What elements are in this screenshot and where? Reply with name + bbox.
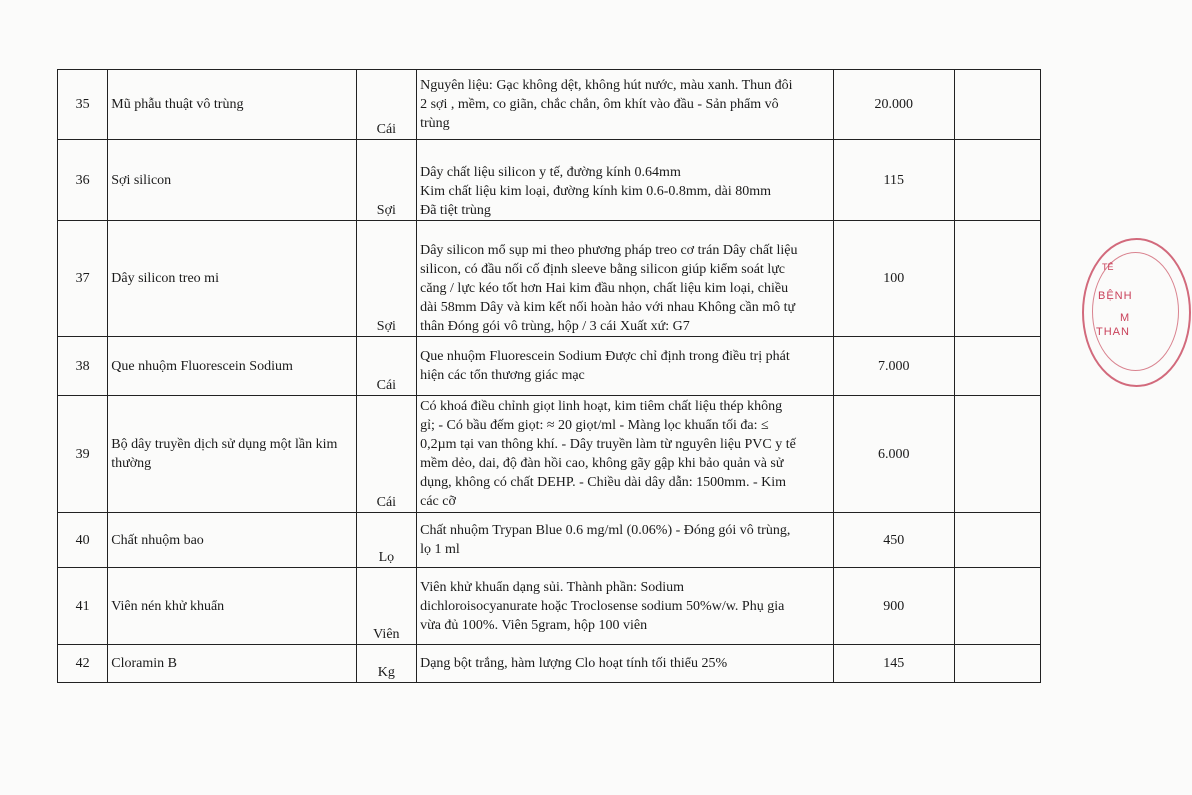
- item-name: Chất nhuộm bao: [108, 513, 356, 568]
- item-name: Dây silicon treo mi: [108, 221, 356, 337]
- table-row: [58, 645, 1041, 683]
- spec-line: Dạng bột trắng, hàm lượng Clo hoạt tính tối thiểu 25%: [420, 656, 728, 671]
- item-number: 39: [58, 396, 108, 513]
- item-unit: Kg: [356, 645, 417, 683]
- spec-line: các cỡ: [420, 494, 456, 509]
- item-quantity: 900: [833, 568, 954, 645]
- item-number: 35: [58, 70, 108, 140]
- table-row: [58, 140, 1041, 221]
- procurement-table: [57, 69, 1041, 683]
- spec-line: gỉ; - Có bầu đếm giọt: ≈ 20 giọt/ml - Màng lọc khuẩn tối đa: ≤: [420, 418, 769, 433]
- stamp-text: THAN: [1096, 326, 1130, 338]
- item-spec: [417, 221, 834, 337]
- spec-line: trùng: [420, 116, 450, 131]
- table-row: [58, 396, 1041, 513]
- spec-line: 2 sợi , mềm, co giãn, chắc chắn, ôm khít vào đầu - Sản phẩm vô: [420, 97, 779, 112]
- item-spec: [417, 396, 834, 513]
- table-row: [58, 337, 1041, 396]
- item-number: 40: [58, 513, 108, 568]
- item-unit: Sợi: [356, 221, 417, 337]
- item-unit: Lọ: [356, 513, 417, 568]
- item-name: Mũ phẫu thuật vô trùng: [108, 70, 356, 140]
- empty-cell: [954, 70, 1040, 140]
- item-number: 37: [58, 221, 108, 337]
- item-number: 42: [58, 645, 108, 683]
- empty-cell: [954, 396, 1040, 513]
- spec-line: Chất nhuộm Trypan Blue 0.6 mg/ml (0.06%) - Đóng gói vô trùng,: [420, 523, 791, 538]
- spec-line: Kim chất liệu kim loại, đường kính kim 0.6-0.8mm, dài 80mm: [420, 184, 772, 199]
- spec-line: lọ 1 ml: [420, 542, 460, 557]
- spec-line: thân Đóng gói vô trùng, hộp / 3 cái Xuất xứ: G7: [420, 319, 690, 334]
- item-quantity: 115: [833, 140, 954, 221]
- item-quantity: 145: [833, 645, 954, 683]
- item-name: Viên nén khử khuẩn: [108, 568, 356, 645]
- item-name: Bộ dây truyền dịch sử dụng một lần kim thường: [108, 396, 356, 513]
- item-spec: [417, 513, 834, 568]
- item-quantity: 100: [833, 221, 954, 337]
- item-unit: Cái: [356, 337, 417, 396]
- item-name: Cloramin B: [108, 645, 356, 683]
- empty-cell: [954, 513, 1040, 568]
- stamp-text: TẾ: [1102, 262, 1114, 272]
- item-quantity: 450: [833, 513, 954, 568]
- spec-line: dichloroisocyanurate hoặc Troclosense sodium 50%w/w. Phụ gia: [420, 598, 785, 614]
- item-quantity: 7.000: [833, 337, 954, 396]
- item-name: Que nhuộm Fluorescein Sodium: [108, 337, 356, 396]
- item-unit: Cái: [356, 70, 417, 140]
- empty-cell: [954, 140, 1040, 221]
- item-number: 41: [58, 568, 108, 645]
- spec-line: Viên khử khuẩn dạng sủi. Thành phần: Sodium: [420, 579, 685, 595]
- spec-line: Có khoá điều chỉnh giọt linh hoạt, kim tiêm chất liệu thép không: [420, 399, 783, 414]
- item-number: 38: [58, 337, 108, 396]
- item-number: 36: [58, 140, 108, 221]
- red-seal-stamp: [1082, 238, 1192, 388]
- empty-cell: [954, 568, 1040, 645]
- empty-cell: [954, 645, 1040, 683]
- spec-line: Dây chất liệu silicon y tế, đường kính 0.64mm: [420, 165, 681, 180]
- table-row: [58, 513, 1041, 568]
- item-spec: [417, 140, 834, 221]
- spec-line: Đã tiệt trùng: [420, 203, 491, 218]
- item-spec: [417, 337, 834, 396]
- spec-line: vừa đủ 100%. Viên 5gram, hộp 100 viên: [420, 617, 648, 633]
- item-name: Sợi silicon: [108, 140, 356, 221]
- item-spec: [417, 70, 834, 140]
- spec-line: silicon, có đầu nối cố định sleeve bằng silicon giúp kiểm soát lực: [420, 262, 786, 277]
- table-row: [58, 568, 1041, 645]
- spec-line: 0,2µm tại van thông khí. - Dây truyền làm từ nguyên liệu PVC y tế: [420, 437, 796, 452]
- spec-line: Que nhuộm Fluorescein Sodium Được chỉ định trong điều trị phát: [420, 349, 790, 364]
- spec-line: căng / lực kéo tốt hơn Hai kim đầu nhọn, chất liệu kim loại, chiều: [420, 281, 789, 296]
- spec-line: Dây silicon mổ sụp mi theo phương pháp treo cơ trán Dây chất liệu: [420, 243, 798, 258]
- spec-line: hiện các tổn thương giác mạc: [420, 368, 585, 383]
- item-spec: [417, 645, 834, 683]
- table-row: [58, 221, 1041, 337]
- table-row: [58, 70, 1041, 140]
- empty-cell: [954, 337, 1040, 396]
- item-quantity: 20.000: [833, 70, 954, 140]
- spec-line: dụng, không có chất DEHP. - Chiều dài dây dẫn: 1500mm. - Kim: [420, 475, 787, 490]
- spec-line: mềm dẻo, dai, độ đàn hồi cao, không gãy gập khi bảo quản và sử: [420, 456, 784, 471]
- empty-cell: [954, 221, 1040, 337]
- item-spec: [417, 568, 834, 645]
- spec-line: Nguyên liệu: Gạc không dệt, không hút nước, màu xanh. Thun đôi: [420, 78, 793, 93]
- spec-line: dài 58mm Dây và kim kết nối hoàn hảo với nhau Không cần mô tự: [420, 300, 796, 315]
- item-unit: Cái: [356, 396, 417, 513]
- item-quantity: 6.000: [833, 396, 954, 513]
- item-unit: Sợi: [356, 140, 417, 221]
- item-unit: Viên: [356, 568, 417, 645]
- stamp-text: BỆNH: [1098, 290, 1133, 302]
- stamp-text: M: [1120, 312, 1130, 324]
